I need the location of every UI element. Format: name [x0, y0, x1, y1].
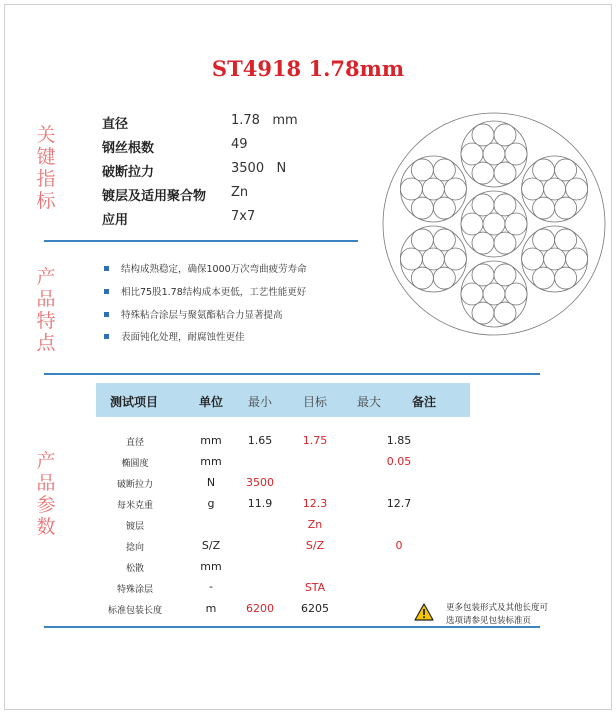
section-label-product-parameters — [34, 450, 58, 538]
section-label-text: 关 键 指 标 — [36, 124, 56, 212]
wire — [400, 248, 422, 270]
bullet-icon — [104, 289, 109, 294]
param-name: 镀层 — [125, 522, 144, 532]
param-unit: N — [206, 476, 216, 489]
wire — [505, 213, 527, 235]
param-unit: mm — [200, 560, 222, 573]
param-target: 6205 — [301, 602, 329, 615]
param-target: 12.3 — [302, 497, 328, 510]
param-name: 特殊涂层 — [116, 585, 153, 595]
param-unit: mm — [200, 434, 222, 447]
wire — [494, 124, 516, 146]
note-line: 更多包装形式及其他长度可 — [446, 603, 549, 613]
header-test-item: 测试项目 — [110, 395, 159, 409]
section-label-key-indicators — [34, 124, 58, 212]
wire — [566, 178, 588, 200]
wire — [400, 178, 422, 200]
wire — [483, 143, 505, 165]
spec-label: 镀层及适用聚合物 — [102, 189, 207, 204]
table-header — [96, 383, 470, 417]
section-label-text: 产 品 参 数 — [36, 450, 56, 538]
feature-text: 结构成熟稳定，确保1000万次弯曲疲劳寿命 — [121, 264, 307, 275]
wire — [533, 197, 555, 219]
divider-key-indicators — [44, 240, 358, 242]
param-max: 1.85 — [386, 434, 412, 447]
wire — [472, 124, 494, 146]
wire — [422, 248, 444, 270]
wire — [555, 197, 577, 219]
spec-label: 应用 — [102, 213, 129, 228]
spec-label: 直径 — [102, 117, 129, 132]
wire — [444, 248, 466, 270]
wire — [533, 159, 555, 181]
param-min: 11.9 — [247, 497, 273, 510]
param-name: 标准包装长度 — [107, 606, 162, 616]
bullet-icon — [104, 312, 109, 317]
wire — [483, 283, 505, 305]
wire — [494, 264, 516, 286]
param-unit: S/Z — [201, 539, 221, 552]
wire — [483, 213, 505, 235]
wire — [522, 178, 544, 200]
feature-item — [104, 261, 307, 275]
wire — [433, 197, 455, 219]
wire — [544, 248, 566, 270]
feature-item — [104, 307, 283, 321]
wire — [566, 248, 588, 270]
param-target: 1.75 — [302, 434, 328, 447]
param-min: 3500 — [246, 476, 274, 489]
divider-product-features — [44, 373, 540, 375]
param-name: 椭圆度 — [121, 459, 149, 469]
spec-value: 1.78 mm — [231, 113, 298, 128]
param-min: 1.65 — [247, 434, 273, 447]
feature-item — [104, 284, 306, 298]
wire — [533, 267, 555, 289]
wire-rope-cross-section-icon — [379, 109, 609, 339]
param-unit: - — [209, 580, 213, 593]
header-min: 最小 — [248, 395, 273, 409]
wire — [472, 232, 494, 254]
spec-label: 破断拉力 — [102, 165, 155, 180]
param-max: 12.7 — [386, 497, 412, 510]
spec-value: 3500 N — [231, 161, 287, 176]
bullet-icon — [104, 334, 109, 339]
wire — [444, 178, 466, 200]
spec-value: Zn — [231, 185, 249, 200]
wire — [472, 162, 494, 184]
param-name: 直径 — [125, 438, 144, 448]
wire — [472, 194, 494, 216]
wire — [411, 229, 433, 251]
param-target: STA — [304, 581, 326, 594]
divider-product-parameters — [44, 626, 540, 628]
header-max: 最大 — [357, 395, 382, 409]
warning-triangle-icon — [414, 603, 434, 621]
feature-text: 相比75股1.78结构成本更低，工艺性能更好 — [121, 287, 307, 298]
wire — [494, 194, 516, 216]
wire — [533, 229, 555, 251]
param-max: 0.05 — [386, 455, 412, 468]
page-title: ST4918 1.78mm — [211, 56, 405, 81]
bullet-icon — [104, 266, 109, 271]
wire — [494, 232, 516, 254]
param-unit: g — [207, 497, 215, 510]
param-target: Zn — [307, 518, 323, 531]
header-target: 目标 — [303, 395, 328, 409]
wire — [555, 229, 577, 251]
header-unit: 单位 — [199, 395, 224, 409]
wire — [505, 143, 527, 165]
wire — [411, 267, 433, 289]
param-name: 每米克重 — [116, 501, 153, 511]
param-unit: m — [205, 602, 217, 615]
spec-label: 钢丝根数 — [102, 141, 155, 156]
note-line: 选项请参见包装标准页 — [446, 616, 532, 626]
wire — [411, 197, 433, 219]
feature-text: 特殊粘合涂层与聚氨酯粘合力显著提高 — [121, 310, 283, 321]
feature-item — [104, 329, 245, 343]
wire — [522, 248, 544, 270]
wire — [461, 213, 483, 235]
packaging-note — [446, 602, 606, 628]
wire — [422, 178, 444, 200]
wire — [494, 302, 516, 324]
wire — [494, 162, 516, 184]
wire — [433, 267, 455, 289]
wire — [433, 229, 455, 251]
wire — [433, 159, 455, 181]
param-name: 破断拉力 — [116, 480, 153, 490]
wire — [472, 264, 494, 286]
param-min: 6200 — [246, 602, 274, 615]
section-label-product-features — [34, 266, 58, 354]
wire — [472, 302, 494, 324]
feature-text: 表面钝化处理，耐腐蚀性更佳 — [121, 332, 245, 343]
wire — [461, 143, 483, 165]
section-label-text: 产 品 特 点 — [36, 266, 56, 354]
wire — [461, 283, 483, 305]
param-max: 0 — [395, 539, 403, 552]
spec-value: 7x7 — [231, 209, 256, 224]
wire — [411, 159, 433, 181]
spec-value: 49 — [231, 137, 248, 152]
header-note: 备注 — [412, 395, 437, 409]
wire — [505, 283, 527, 305]
param-name: 松散 — [125, 564, 144, 574]
param-name: 捻向 — [125, 543, 144, 553]
wire — [555, 159, 577, 181]
wire — [544, 178, 566, 200]
wire — [555, 267, 577, 289]
param-unit: mm — [200, 455, 222, 468]
param-target: S/Z — [305, 539, 325, 552]
